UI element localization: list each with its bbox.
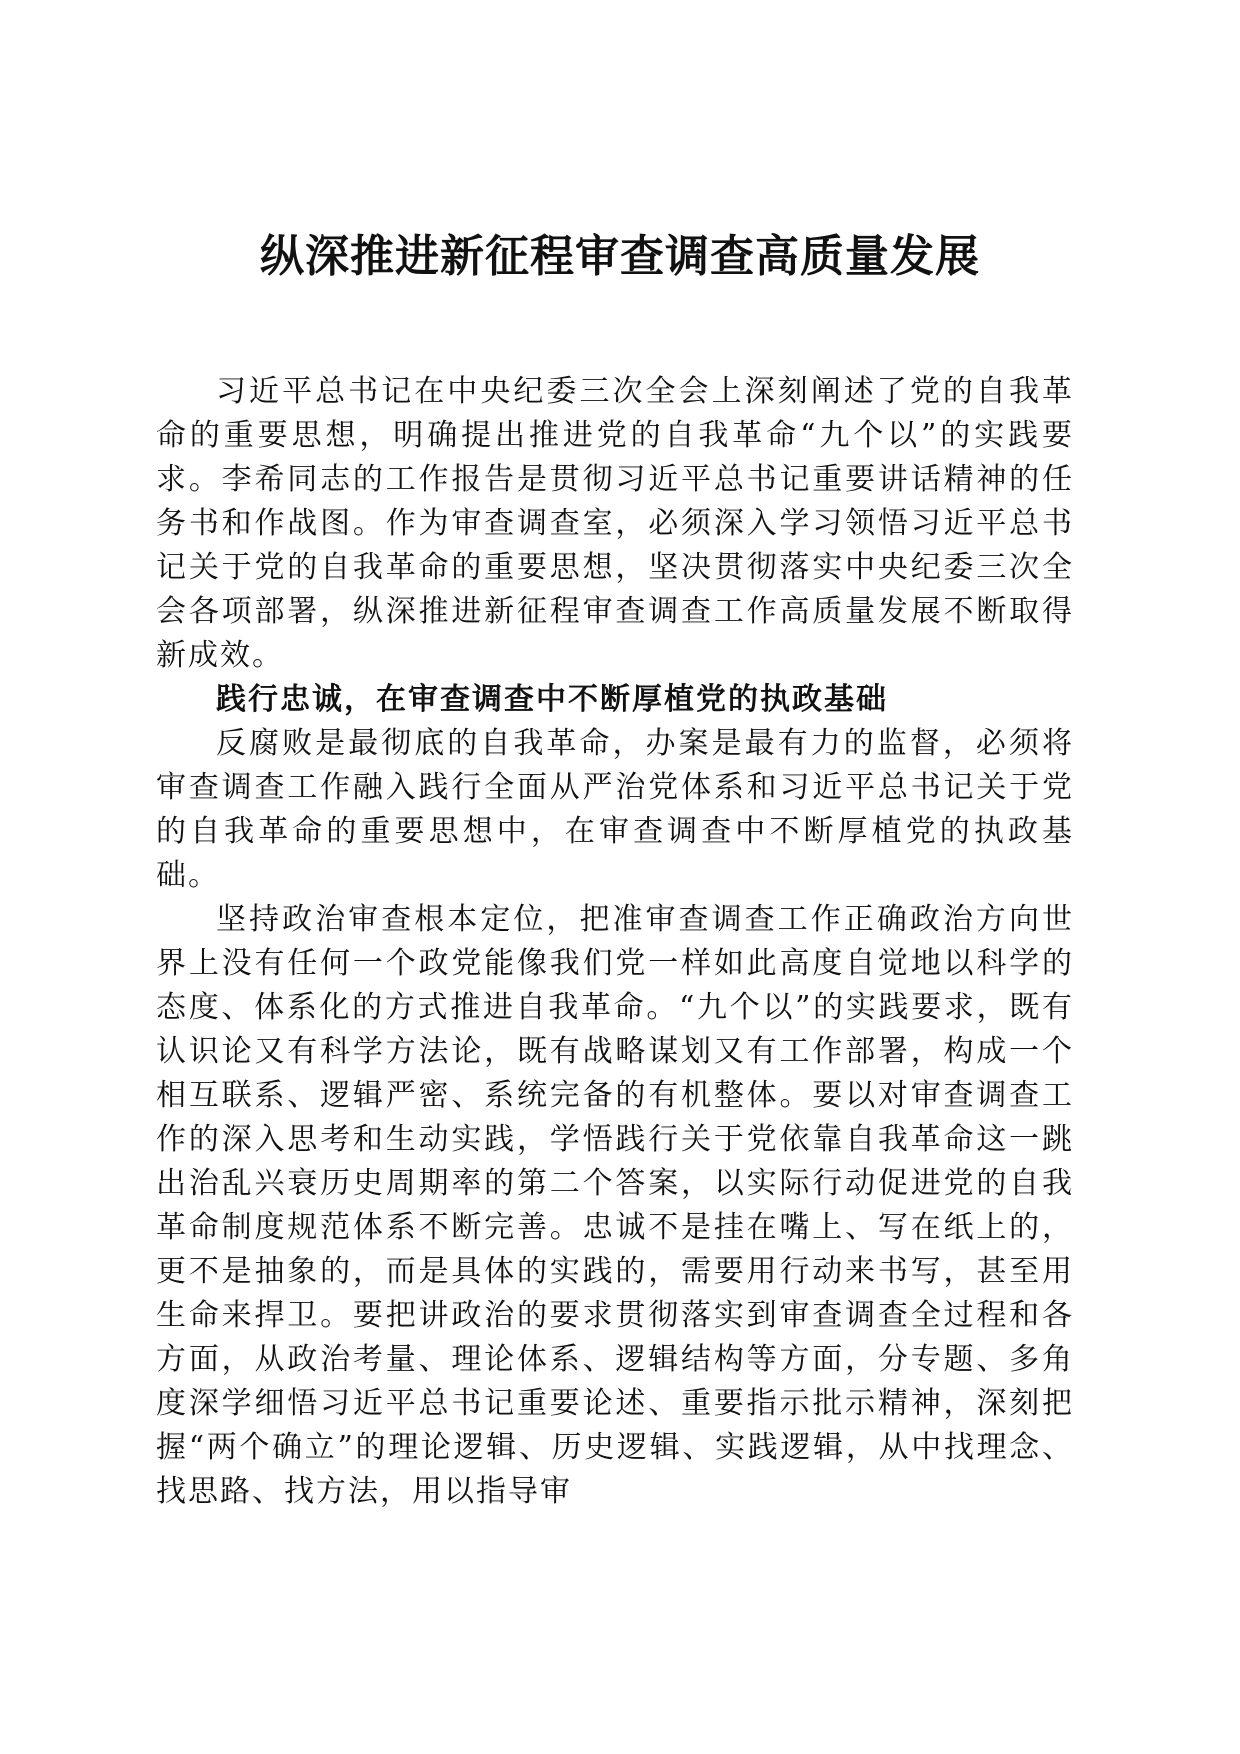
paragraph-intro: 习近平总书记在中央纪委三次全会上深刻阐述了党的自我革命的重要思想，明确提出推进党的自我革命“九个以”的实践要求。李希同志的工作报告是贯彻习近平总书记重要讲话精神的任务书和作战图。作为审查调查室，必须深入学习领悟习近平总书记关于党的自我革命的重要思想，坚决贯彻落实中央纪委三次全会各项部署，纵深推进新征程审查调查工作高质量发展不断取得新成效。 — [156, 374, 1074, 673]
paragraph-political-review: 坚持政治审查根本定位，把准审查调查工作正确政治方向世界上没有任何一个政党能像我们党一样如此高度自觉地以科学的态度、体系化的方式推进自我革命。“九个以”的实践要求，既有认识论又有科学方法论，既有战略谋划又有工作部署，构成一个相互联系、逻辑严密、系统完备的有机整体。要以对审查调查工作的深入思考和生动实践，学悟践行关于党依靠自我革命这一跳出治乱兴衰历史周期率的第二个答案，以实际行动促进党的自我革命制度规范体系不断完善。忠诚不是挂在嘴上、写在纸上的，更不是抽象的，而是具体的实践的，需要用行动来书写，甚至用生命来捍卫。要把讲政治的要求贯彻落实到审查调查全过程和各方面，从政治考量、理论体系、逻辑结构等方面，分专题、多角度深学细悟习近平总书记重要论述、重要指示批示精神，深刻把握“两个确立”的理论逻辑、历史逻辑、实践逻辑，从中找理念、找思路、找方法，用以指导审 — [156, 902, 1074, 1509]
section-heading: 践行忠诚，在审查调查中不断厚植党的执政基础 — [216, 682, 888, 717]
paragraph-anticorruption: 反腐败是最彻底的自我革命，办案是最有力的监督，必须将审查调查工作融入践行全面从严治党体系和习近平总书记关于党的自我革命的重要思想中，在审查调查中不断厚植党的执政基础。 — [156, 726, 1074, 893]
document-body — [156, 370, 1074, 1514]
document-title: 纵深推进新征程审查调查高质量发展 — [260, 231, 980, 282]
